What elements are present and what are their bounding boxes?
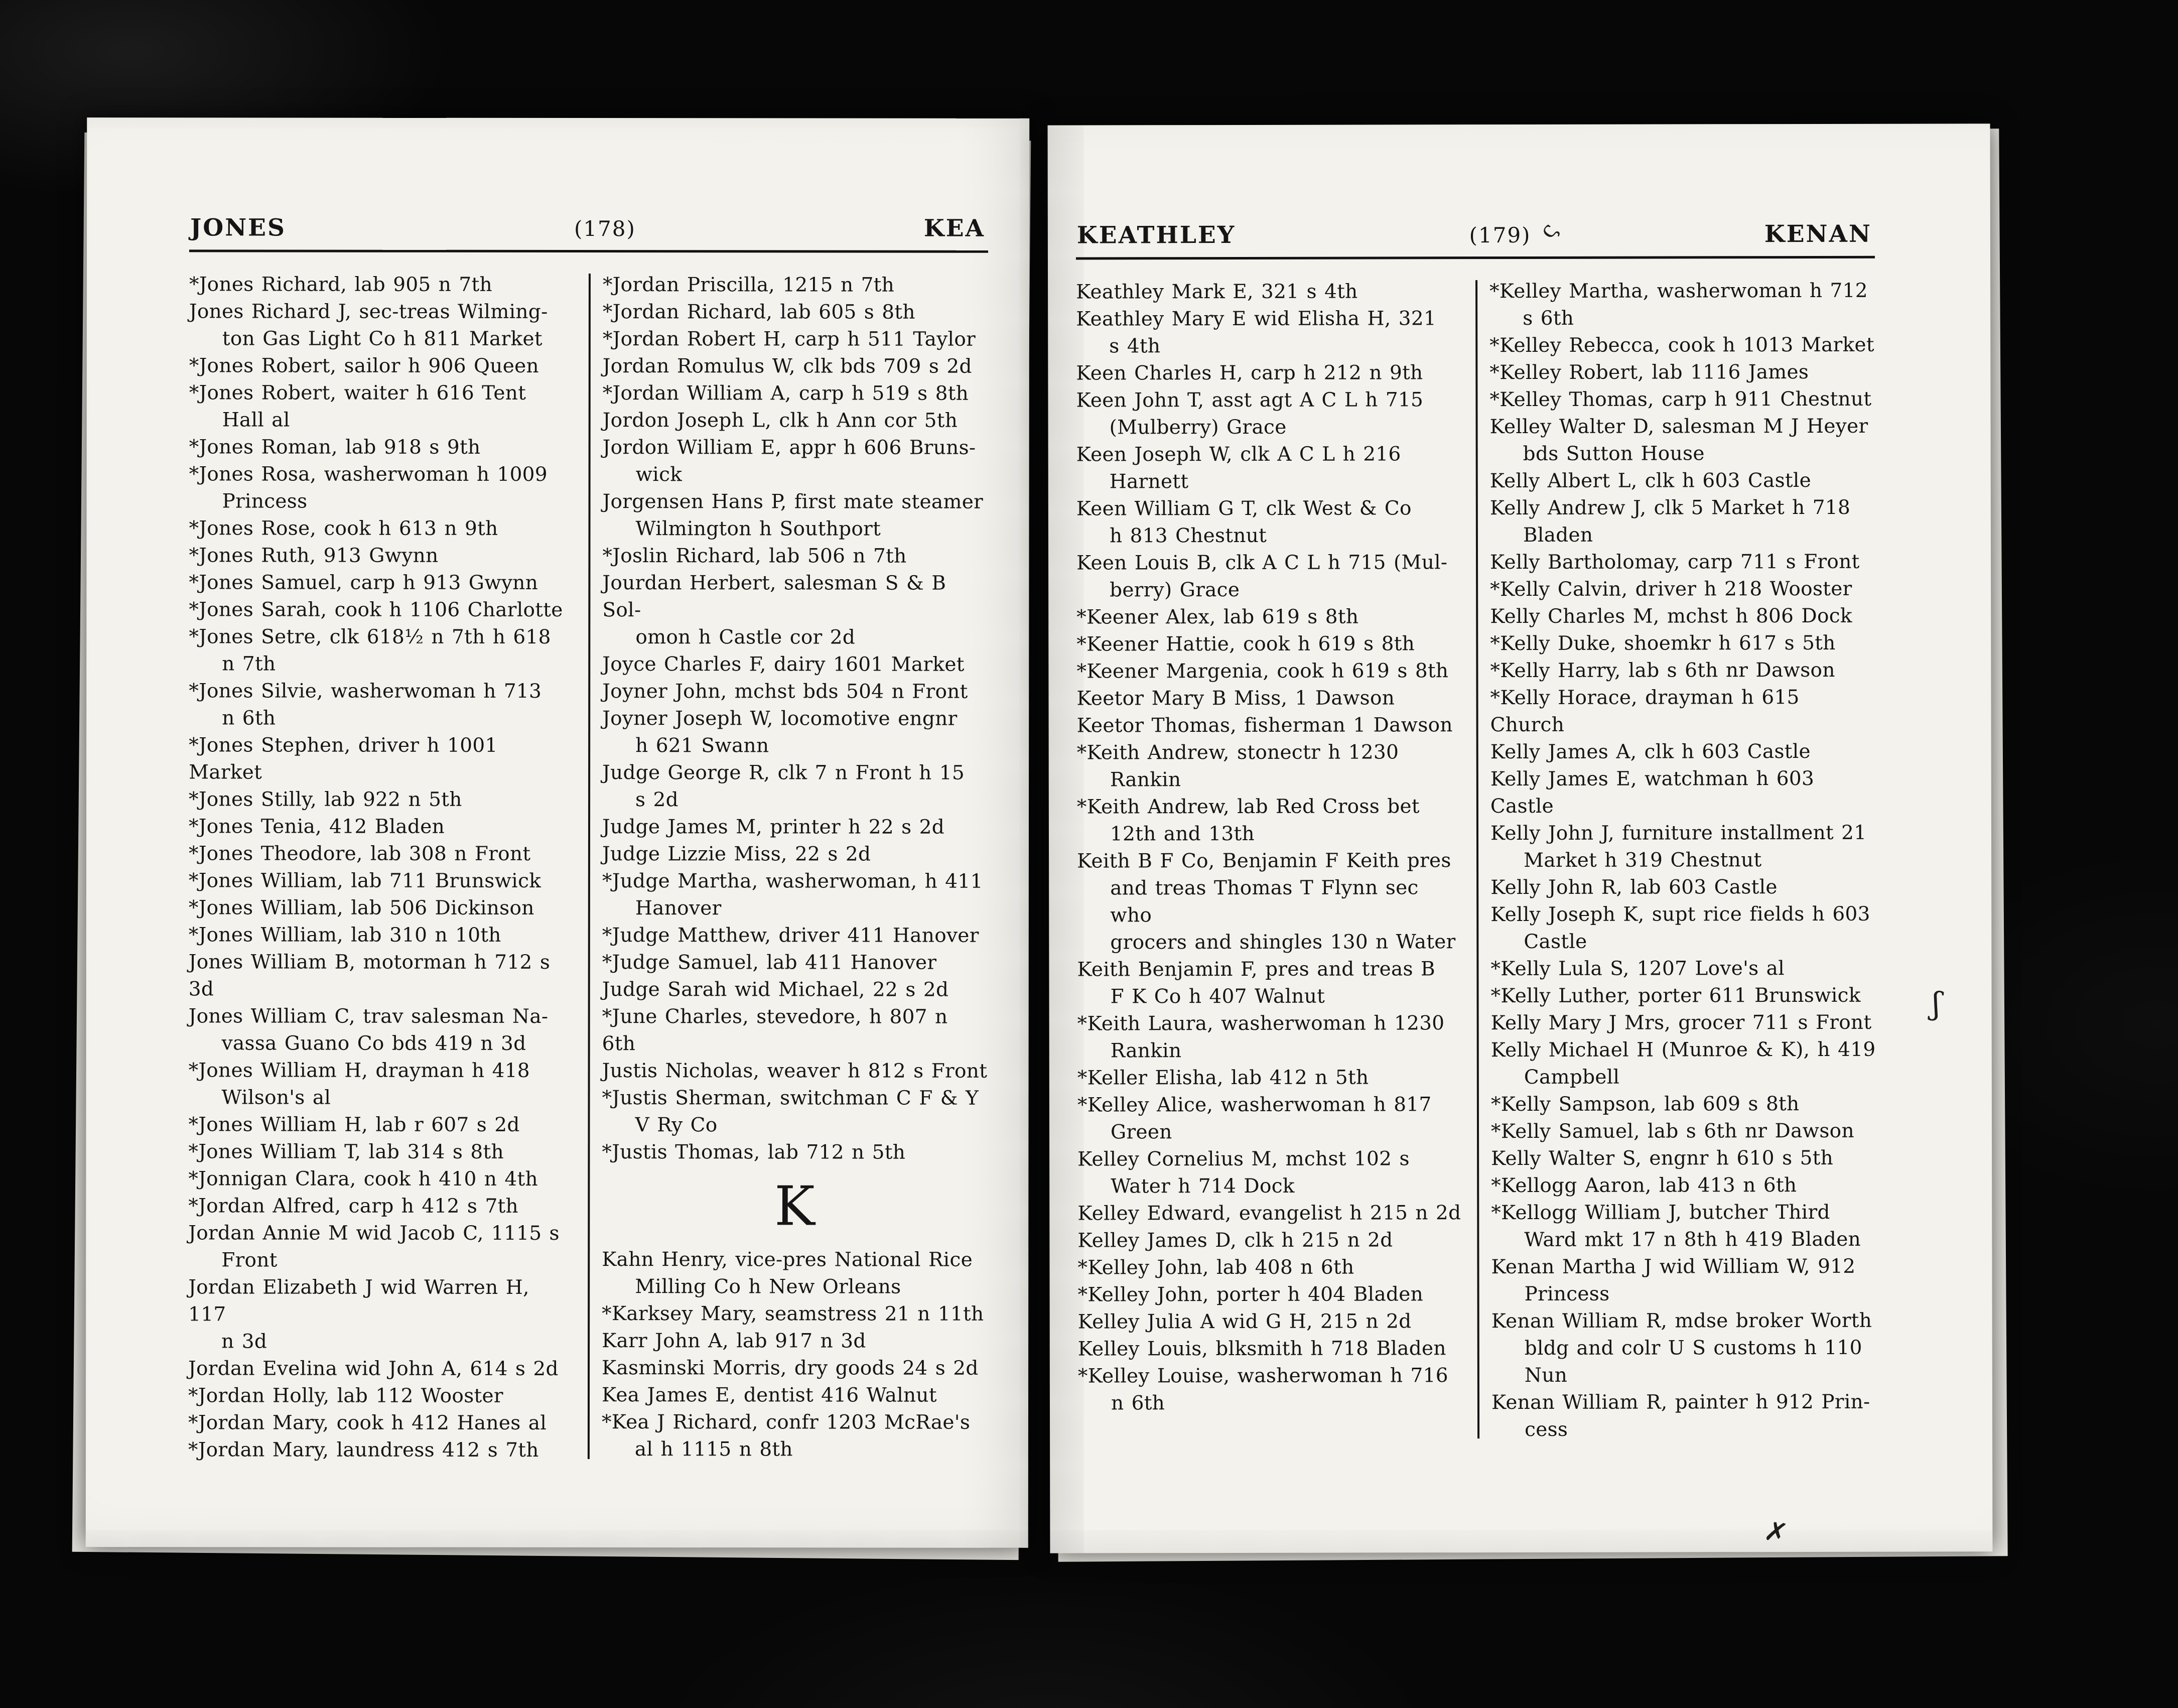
directory-entry: *Keener Alex, lab 619 s 8th [1076, 605, 1359, 629]
directory-entry: *Jordan Mary, cook h 412 Hanes al [188, 1411, 547, 1434]
directory-entry: Judge Sarah wid Michael, 22 s 2d [602, 978, 949, 1001]
directory-entry: Kelley Julia A wid G H, 215 n 2d [1077, 1310, 1412, 1334]
directory-entry: *Jordan William A, carp h 519 s 8th [602, 382, 969, 405]
section-letter-heading: K [774, 1175, 815, 1238]
directory-entry: *June Charles, stevedore, h 807 n 6th [602, 1005, 948, 1056]
directory-entry: *Jones William, lab 711 Brunswick [188, 869, 541, 892]
handwritten-margin-mark: ʃ [1930, 984, 1943, 1022]
directory-entry: Keen John T, asst agt A C L h 715 (Mulberry) Grace [1076, 388, 1424, 439]
directory-entry: *Jones Stilly, lab 922 n 5th [189, 788, 462, 811]
directory-entry: Keathley Mark E, 321 s 4th [1076, 280, 1358, 304]
directory-entry: Kelley Edward, evangelist h 215 n 2d [1077, 1202, 1461, 1225]
running-head [1076, 220, 1875, 260]
directory-entry: *Judge Matthew, driver 411 Hanover [602, 924, 979, 947]
directory-entry: *Jordan Richard, lab 605 s 8th [602, 301, 915, 324]
running-head-right-word: KENAN [1764, 220, 1872, 248]
directory-entry: Kelly John R, lab 603 Castle [1490, 876, 1778, 899]
directory-entry: Jordan Annie M wid Jacob C, 1115 s Front [188, 1222, 560, 1272]
directory-entry: Keith Benjamin F, pres and treas B F K Co h 407 Walnut [1077, 958, 1436, 1008]
directory-entry: *Jones Roman, lab 918 s 9th [189, 436, 481, 459]
directory-entry: *Jordan Holly, lab 112 Wooster [188, 1384, 503, 1407]
directory-entry: Kenan William R, mdse broker Worth bldg and colr U S customs h 110 Nun [1491, 1309, 1872, 1387]
directory-entry: Keetor Thomas, fisherman 1 Dawson [1076, 714, 1453, 737]
directory-entry: Keen William G T, clk West & Co h 813 Chestnut [1076, 497, 1412, 548]
directory-entry: Jordan Elizabeth J wid Warren H, 117 n 3d [188, 1276, 529, 1353]
directory-entry: *Judge Martha, washerwoman, h 411 Hanover [602, 870, 983, 920]
directory-entry: Keen Charles H, carp h 212 n 9th [1076, 361, 1423, 385]
directory-entry: *Jones Tenia, 412 Bladen [188, 815, 445, 838]
running-head [189, 214, 988, 252]
directory-entry: *Kelly Sampson, lab 609 s 8th [1490, 1093, 1800, 1116]
directory-entry: *Jordan Robert H, carp h 511 Taylor [602, 328, 976, 351]
directory-entry: Kelly James E, watchman h 603 Castle [1490, 767, 1815, 818]
directory-entry: *Jones Richard, lab 905 n 7th [189, 273, 492, 296]
directory-entry: *Jones William T, lab 314 s 8th [188, 1140, 504, 1163]
directory-entry: Kelly James A, clk h 603 Castle [1490, 740, 1811, 764]
directory-entry: *Jones Setre, clk 618½ n 7th h 618 n 7th [189, 625, 551, 676]
running-head-right-word: KEA [923, 214, 986, 242]
directory-entry: *Jones Stephen, driver h 1001 Market [189, 734, 498, 784]
directory-entry: Kelly Joseph K, supt rice fields h 603 Castle [1490, 902, 1870, 953]
directory-entry: *Kea J Richard, confr 1203 McRae's al h 1115 n 8th [601, 1411, 971, 1461]
directory-entry: Jordon Joseph L, clk h Ann cor 5th [602, 409, 958, 432]
directory-entry: *Jones Robert, waiter h 616 Tent Hall al [189, 381, 526, 432]
directory-entry: *Jones Silvie, washerwoman h 713 n 6th [189, 680, 542, 730]
directory-entry: Judge Lizzie Miss, 22 s 2d [602, 843, 871, 866]
columns [188, 271, 988, 1464]
directory-entry: *Kelley Martha, washerwoman h 712 s 6th [1489, 279, 1868, 330]
directory-entry: *Jordan Mary, laundress 412 s 7th [188, 1438, 539, 1462]
directory-entry: Jones Richard J, sec-treas Wilming- ton Gas Light Co h 811 Market [189, 300, 548, 350]
directory-entry: Judge James M, printer h 22 s 2d [602, 816, 945, 839]
directory-entry: Kelley Cornelius M, mchst 102 s Water h 714 Dock [1077, 1147, 1410, 1198]
columns [1076, 278, 1877, 1444]
directory-entry: Jones William B, motorman h 712 s 3d [188, 951, 551, 1001]
directory-entry: *Jones William, lab 310 n 10th [188, 924, 501, 947]
directory-entry: Keen Louis B, clk A C L h 715 (Mul- berry) Grace [1076, 551, 1448, 602]
directory-entry: Kelly Bartholomay, carp 711 s Front [1490, 550, 1860, 574]
directory-entry: Jourdan Herbert, salesman S & B Sol- omon h Castle cor 2d [602, 572, 946, 649]
directory-entry: *Keith Andrew, lab Red Cross bet 12th and 13th [1076, 795, 1420, 846]
directory-entry: Keen Joseph W, clk A C L h 216 Harnett [1076, 443, 1401, 493]
directory-entry: Joyce Charles F, dairy 1601 Market [602, 653, 965, 676]
directory-entry: Kenan Martha J wid William W, 912 Princess [1491, 1255, 1856, 1305]
directory-entry: Jordon William E, appr h 606 Bruns- wick [602, 436, 976, 486]
directory-entry: *Joslin Richard, lab 506 n 7th [602, 545, 907, 568]
directory-entry: Karr John A, lab 917 n 3d [602, 1330, 866, 1353]
directory-column-2 [1489, 278, 1877, 1443]
directory-entry: *Jones Theodore, lab 308 n Front [188, 842, 531, 865]
directory-column-2 [602, 272, 988, 1465]
directory-entry: Kenan William R, painter h 912 Prin- cess [1491, 1390, 1870, 1441]
directory-entry: Joyner Joseph W, locomotive engnr h 621 Swann [602, 707, 958, 757]
directory-entry: *Kelley Robert, lab 1116 James [1489, 360, 1809, 384]
directory-entry: *Kelly Samuel, lab s 6th nr Dawson [1490, 1119, 1854, 1143]
directory-entry: *Jones William H, drayman h 418 Wilson's al [188, 1059, 530, 1109]
running-head-left-word: JONES [190, 214, 286, 242]
directory-entry: *Kelly Luther, porter 611 Brunswick [1490, 984, 1861, 1008]
directory-entry: *Kelley John, porter h 404 Bladen [1077, 1283, 1424, 1306]
page-number: (179) [1469, 222, 1531, 248]
directory-entry: Jorgensen Hans P, first mate steamer Wilmington h Southport [602, 490, 984, 541]
directory-entry: *Jones Sarah, cook h 1106 Charlotte [189, 598, 563, 622]
directory-entry: *Jones Robert, sailor h 906 Queen [189, 354, 539, 377]
directory-entry: *Justis Sherman, switchman C F & Y V Ry Co [602, 1087, 979, 1137]
page-number: (178) [574, 216, 636, 241]
directory-entry: Kelly Michael H (Munroe & K), h 419 Campbell [1490, 1038, 1876, 1089]
directory-entry: *Jordan Priscilla, 1215 n 7th [602, 274, 895, 297]
page-right-content [1076, 220, 1877, 1444]
directory-entry: Kelly Albert L, clk h 603 Castle [1489, 469, 1812, 493]
directory-entry: *Jones Rosa, washerwoman h 1009 Princess [189, 463, 548, 513]
directory-entry: *Keith Andrew, stonectr h 1230 Rankin [1076, 741, 1399, 792]
directory-entry: Kelley Walter D, salesman M J Heyer bds Sutton House [1489, 415, 1868, 465]
handwritten-tick-mark: ς [1534, 218, 1563, 243]
directory-entry: Kelly Mary J Mrs, grocer 711 s Front [1490, 1011, 1872, 1035]
directory-entry: *Jones Ruth, 913 Gwynn [189, 544, 439, 567]
directory-entry: *Kelley Rebecca, cook h 1013 Market [1489, 333, 1874, 357]
directory-entry: Kelly John J, furniture installment 21 Market h 319 Chestnut [1490, 821, 1867, 872]
page-left-content [188, 214, 988, 1464]
directory-entry: Keathley Mary E wid Elisha H, 321 s 4th [1076, 307, 1437, 358]
directory-entry: Kea James E, dentist 416 Walnut [602, 1384, 937, 1407]
directory-column-1 [1076, 278, 1463, 1444]
directory-entry: *Kelley John, lab 408 n 6th [1077, 1256, 1354, 1279]
directory-entry: *Keener Margenia, cook h 619 s 8th [1076, 660, 1449, 683]
directory-entry: *Jonnigan Clara, cook h 410 n 4th [188, 1167, 538, 1191]
column-divider-rule [1475, 280, 1479, 1438]
directory-entry: Kasminski Morris, dry goods 24 s 2d [602, 1357, 979, 1380]
directory-entry: Kelley Louis, blksmith h 718 Bladen [1077, 1337, 1446, 1361]
directory-entry: Justis Nicholas, weaver h 812 s Front [602, 1060, 988, 1083]
directory-entry: *Jones Samuel, carp h 913 Gwynn [189, 571, 538, 594]
directory-entry: Judge George R, clk 7 n Front h 15 s 2d [602, 761, 965, 812]
directory-entry: Kelly Charles M, mchst h 806 Dock [1490, 604, 1852, 628]
directory-entry: *Karksey Mary, seamstress 21 n 11th [602, 1302, 984, 1326]
directory-column-1 [188, 271, 575, 1464]
directory-entry: Keith B F Co, Benjamin F Keith pres and treas Thomas T Flynn sec who grocers and shingles 130 n Water [1077, 849, 1456, 954]
directory-entry: Keetor Mary B Miss, 1 Dawson [1076, 687, 1395, 710]
directory-entry: Jordan Romulus W, clk bds 709 s 2d [602, 355, 972, 378]
directory-entry: *Keller Elisha, lab 412 n 5th [1077, 1066, 1369, 1090]
directory-entry: *Kelly Duke, shoemkr h 617 s 5th [1490, 631, 1836, 655]
directory-entry: *Kelly Lula S, 1207 Love's al [1490, 957, 1785, 981]
directory-entry: Kahn Henry, vice-pres National Rice Milling Co h New Orleans [602, 1248, 973, 1298]
handwritten-cross-mark: ✗ [1761, 1514, 1791, 1550]
directory-entry: *Jones Rose, cook h 613 n 9th [189, 517, 498, 540]
directory-entry: *Kelley Louise, washerwoman h 716 n 6th [1077, 1364, 1448, 1415]
page-right [1048, 123, 1993, 1553]
directory-entry: Jones William C, trav salesman Na- vassa Guano Co bds 419 n 3d [188, 1005, 549, 1055]
directory-entry: *Kellogg Aaron, lab 413 n 6th [1491, 1174, 1797, 1198]
page-left [86, 117, 1029, 1548]
directory-entry: *Kelly Calvin, driver h 218 Wooster [1490, 577, 1852, 601]
directory-entry: *Judge Samuel, lab 411 Hanover [602, 951, 937, 974]
running-head-left-word: KEATHLEY [1076, 221, 1236, 249]
directory-entry: Kelly Andrew J, clk 5 Market h 718 Bladen [1489, 496, 1851, 547]
directory-entry: *Kellogg William J, butcher Third Ward mkt 17 n 8th h 419 Bladen [1491, 1201, 1861, 1251]
directory-entry: *Kelley Alice, washerwoman h 817 Green [1077, 1093, 1432, 1144]
directory-entry: *Kelly Horace, drayman h 615 Church [1490, 686, 1800, 737]
directory-entry: *Jones William, lab 506 Dickinson [188, 896, 534, 919]
directory-entry: Jordan Evelina wid John A, 614 s 2d [188, 1357, 559, 1381]
directory-entry: *Kelly Harry, lab s 6th nr Dawson [1490, 659, 1835, 683]
directory-entry: *Keith Laura, washerwoman h 1230 Rankin [1077, 1012, 1445, 1063]
column-divider-rule [588, 274, 591, 1459]
directory-entry: Kelly Walter S, engnr h 610 s 5th [1491, 1146, 1834, 1170]
directory-entry: *Jordan Alfred, carp h 412 s 7th [188, 1195, 518, 1218]
directory-entry: *Justis Thomas, lab 712 n 5th [602, 1141, 906, 1164]
directory-entry: Joyner John, mchst bds 504 n Front [602, 680, 968, 703]
directory-entry: Kelley James D, clk h 215 n 2d [1077, 1229, 1393, 1252]
directory-entry: *Keener Hattie, cook h 619 s 8th [1076, 632, 1415, 656]
directory-entry: *Jones William H, lab r 607 s 2d [188, 1113, 520, 1136]
directory-entry: *Kelley Thomas, carp h 911 Chestnut [1489, 387, 1872, 412]
